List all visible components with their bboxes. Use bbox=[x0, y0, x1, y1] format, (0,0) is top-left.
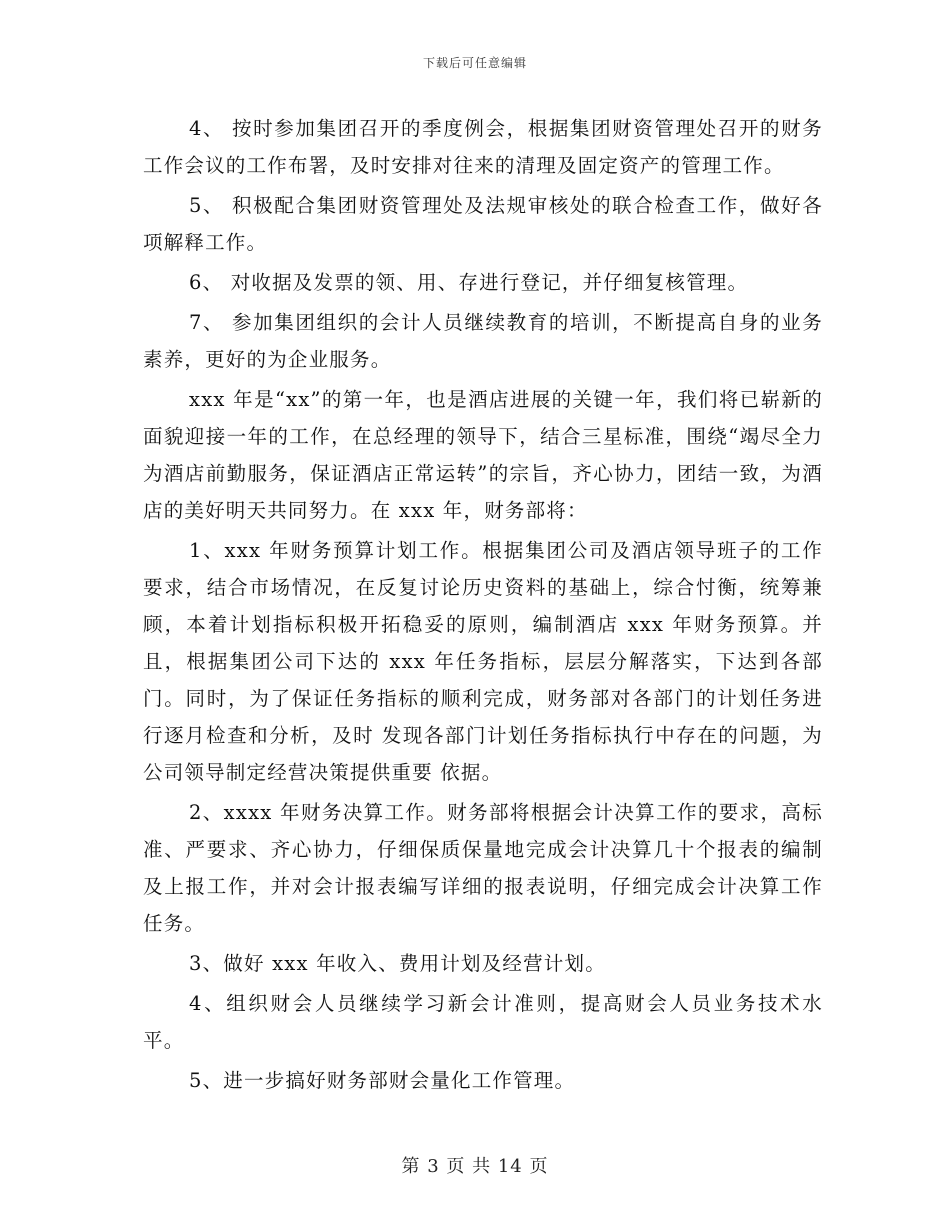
paragraph: 1、xxx 年财务预算计划工作。根据集团公司及酒店领导班子的工作要求，结合市场情况，在反复讨论历史资料的基础上，综合忖衡，统筹兼顾，本着计划指标积极开拓稳妥的原则，编制酒店 xxx 年财务预算。并且，根据集团公司下达的 xxx 年任务指标，层层分解落实，下达到各部门。同时，为了保证任务指标的顺利完成，财务部对各部门的计划任务进行逐月检查和分析，及时 发现各部门计划任务指标执行中存在的问题，为公司领导制定经营决策提供重要 依据。 bbox=[143, 539, 823, 784]
paragraph: 4、 按时参加集团召开的季度例会，根据集团财资管理处召开的财务工作会议的工作布署，及时安排对往来的清理及固定资产的管理工作。 bbox=[143, 117, 823, 177]
page-header: 下载后可任意编辑 bbox=[422, 56, 527, 70]
document-body bbox=[143, 110, 823, 1102]
paragraph: 5、进一步搞好财务部财会量化工作管理。 bbox=[189, 1069, 576, 1092]
paragraph: 2、xxxx 年财务决算工作。财务部将根据会计决算工作的要求，高标准、严要求、齐心协力，仔细保质保量地完成会计决算几十个报表的编制及上报工作，并对会计报表编写详细的报表说明，仔细完成会计决算工作任务。 bbox=[143, 801, 823, 935]
page-number-footer: 第 3 页 共 14 页 bbox=[401, 1156, 549, 1177]
paragraph: 4、组织财会人员继续学习新会计准则，提高财会人员业务技术水平。 bbox=[143, 992, 823, 1052]
paragraph: 3、做好 xxx 年收入、费用计划及经营计划。 bbox=[189, 952, 606, 975]
paragraph: 5、 积极配合集团财资管理处及法规审核处的联合检查工作，做好各项解释工作。 bbox=[143, 194, 823, 254]
paragraph: 6、 对收据及发票的领、用、存进行登记，并仔细复核管理。 bbox=[189, 271, 749, 294]
paragraph: xxx 年是“xx”的第一年，也是酒店进展的关键一年，我们将已崭新的面貌迎接一年的工作，在总经理的领导下，结合三星标准，围绕“竭尽全力为酒店前勤服务，保证酒店正常运转”的宗旨，齐心协力，团结一致，为酒店的美好明天共同努力。在 xxx 年，财务部将： bbox=[143, 388, 823, 522]
paragraph: 7、 参加集团组织的会计人员继续教育的培训，不断提高自身的业务素养，更好的为企业服务。 bbox=[143, 311, 823, 371]
